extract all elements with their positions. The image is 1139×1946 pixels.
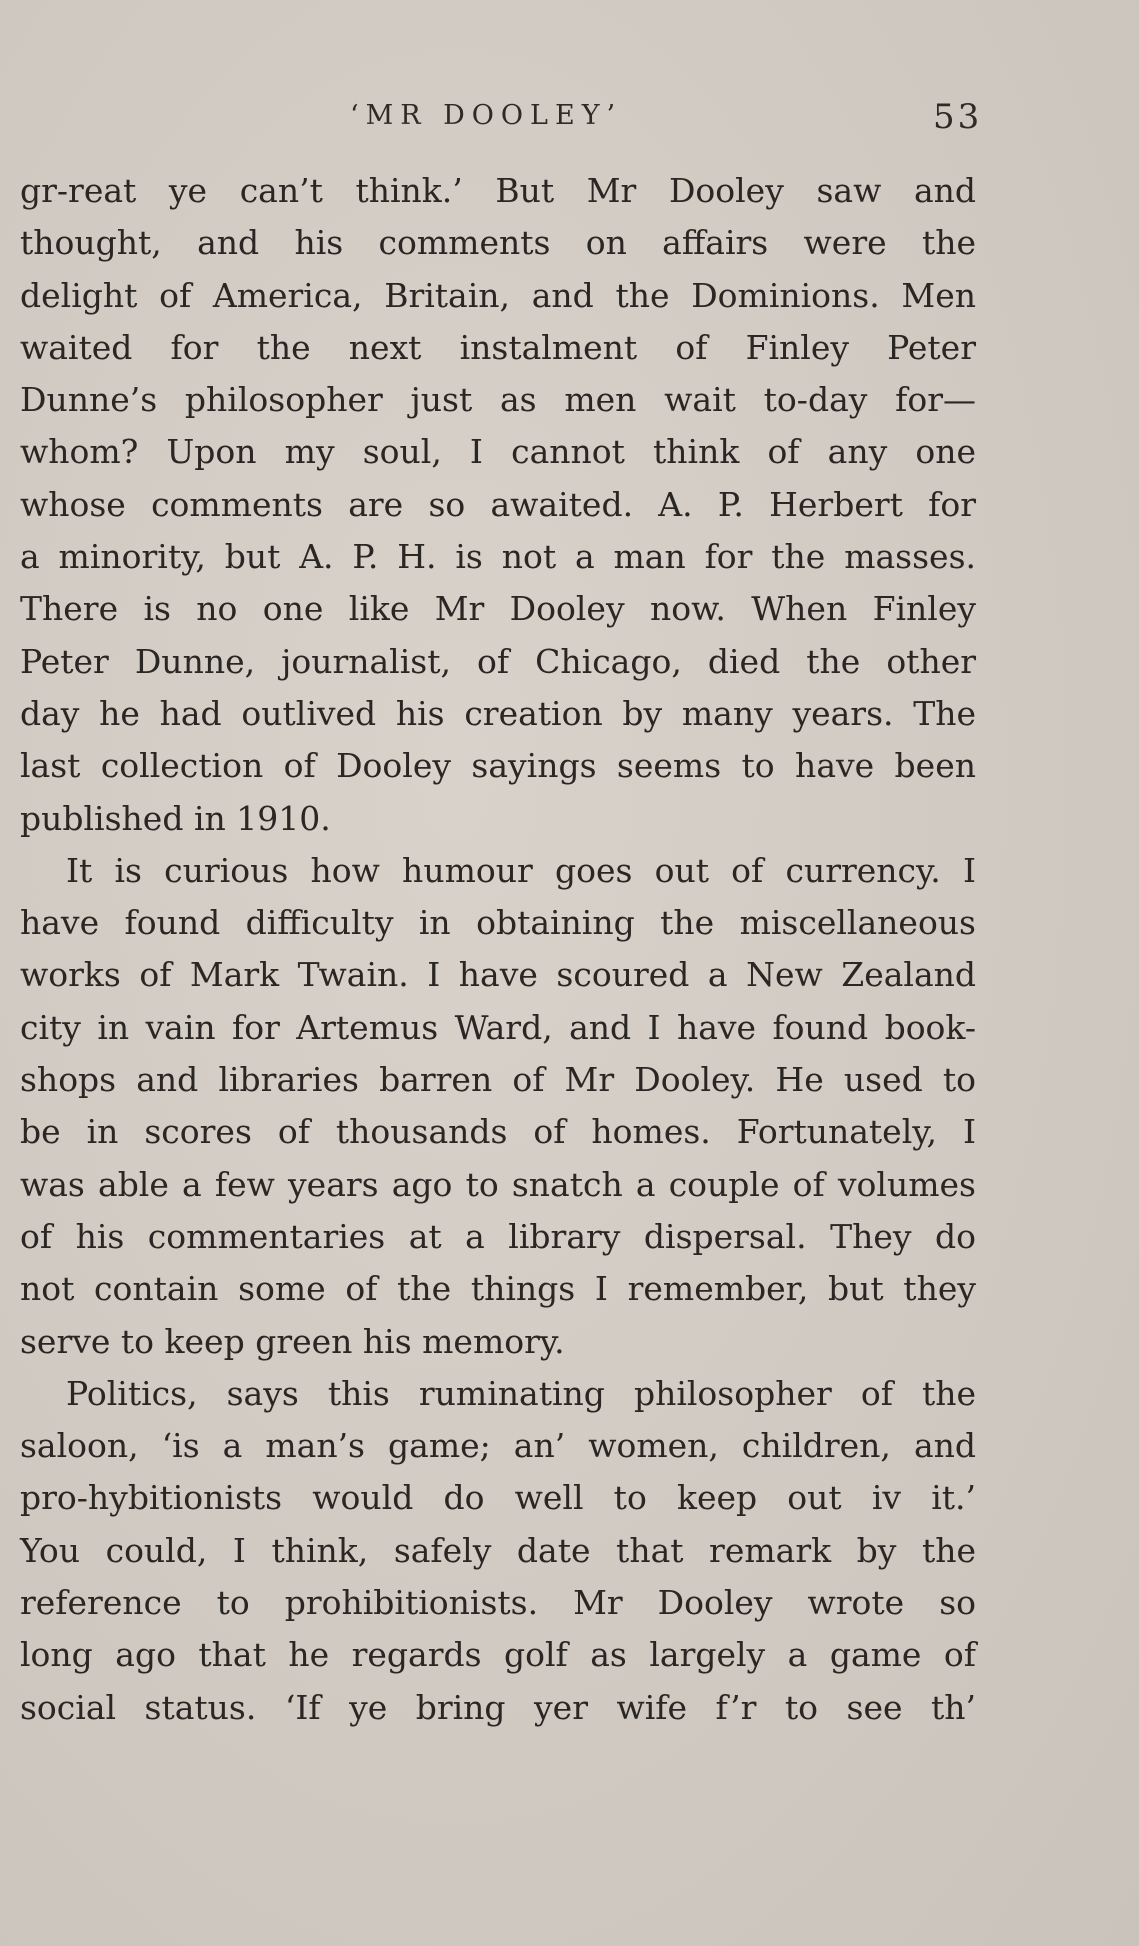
text-line: be in scores of thousands of homes. Fortunately, I — [20, 1112, 976, 1152]
text-line: a minority, but A. P. H. is not a man for the masses. — [20, 537, 976, 577]
text-line: whose comments are so awaited. A. P. Herbert for — [20, 484, 976, 524]
text-line: long ago that he regards golf as largely a game of — [20, 1635, 976, 1675]
text-line: have found difficulty in obtaining the miscellaneous — [20, 903, 976, 943]
paragraph-first-line: It is curious how humour goes out of currency. I — [66, 850, 976, 890]
text-line: of his commentaries at a library dispersal. They do — [20, 1216, 976, 1256]
text-line: whom? Upon my soul, I cannot think of any one — [20, 432, 976, 472]
text-line: thought, and his comments on affairs were the — [20, 223, 976, 263]
text-line: reference to prohibitionists. Mr Dooley wrote so — [20, 1583, 976, 1623]
text-line: shops and libraries barren of Mr Dooley. He used to — [20, 1060, 976, 1100]
paragraph-end-line: published in 1910. — [20, 798, 331, 838]
text-line: waited for the next instalment of Finley Peter — [20, 327, 976, 367]
text-line: You could, I think, safely date that remark by the — [20, 1530, 976, 1570]
text-line: delight of America, Britain, and the Dominions. Men — [20, 275, 976, 315]
body-text — [20, 165, 976, 1734]
text-line: works of Mark Twain. I have scoured a New Zealand — [20, 955, 976, 995]
text-line: gr-reat ye can’t think.’ But Mr Dooley saw and — [20, 171, 976, 210]
text-line: pro-hybitionists would do well to keep out iv it.’ — [20, 1478, 976, 1518]
text-line: not contain some of the things I remember, but they — [20, 1269, 976, 1309]
text-line: Peter Dunne, journalist, of Chicago, died the other — [20, 641, 976, 681]
text-line: was able a few years ago to snatch a couple of volumes — [20, 1164, 976, 1204]
paragraph-end-line: serve to keep green his memory. — [20, 1321, 565, 1361]
text-line: Dunne’s philosopher just as men wait to-day for— — [20, 380, 976, 420]
text-line: last collection of Dooley sayings seems to have been — [20, 746, 976, 786]
text-line: day he had outlived his creation by many years. The — [20, 693, 976, 733]
text-line: social status. ‘If ye bring yer wife f’r to see th’ — [20, 1687, 976, 1727]
text-line: There is no one like Mr Dooley now. When Finley — [20, 589, 976, 629]
paragraph-first-line: Politics, says this ruminating philosopher of the — [66, 1373, 976, 1413]
text-line: saloon, ‘is a man’s game; an’ women, children, and — [20, 1426, 976, 1466]
running-title: ‘MR DOOLEY’ — [350, 100, 623, 131]
page-number: 53 — [933, 97, 983, 137]
text-line: city in vain for Artemus Ward, and I have found book- — [20, 1007, 976, 1047]
